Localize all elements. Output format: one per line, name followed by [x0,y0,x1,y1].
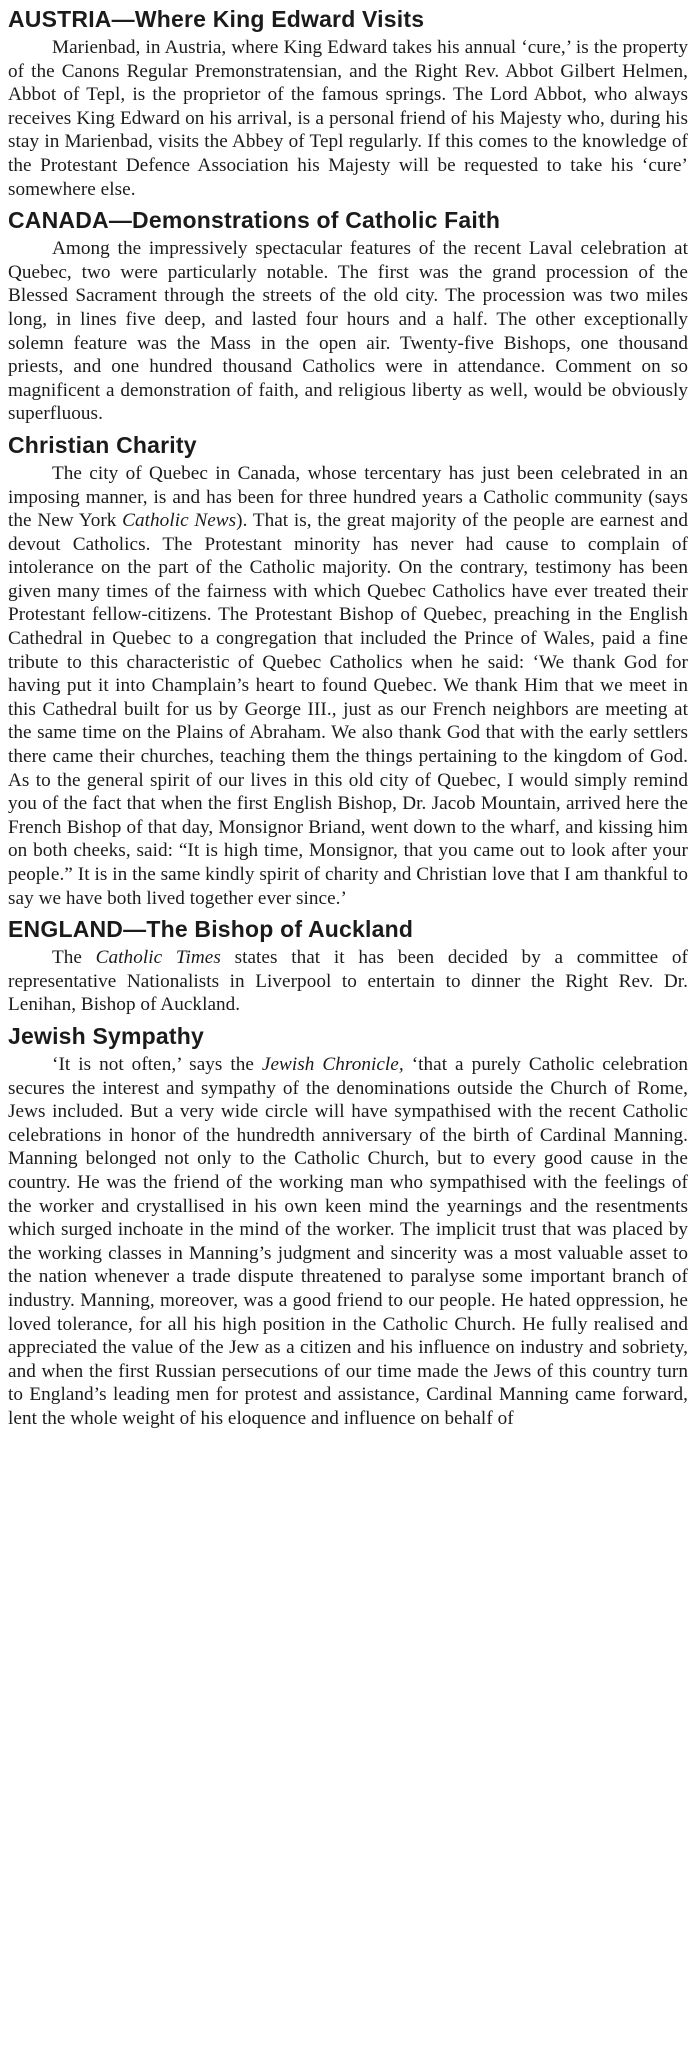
article-heading-christian-charity: Christian Charity [8,431,197,458]
body-text: states that it has been decided by a committee of representative Nationalists in Liverpool to entertain to dinner the Right Rev. Dr. Lenihan, Bishop of Auckland. [8,947,688,1016]
body-text: ‘It is not often,’ says the [52,1053,262,1075]
body-text: ). That is, the great majority of the people are earnest and devout Catholics. The Protestant minority has never had cause to complain of intolerance on the part of the Catholic majority. On the contrary, testimony has been given many times of the fairness with which Quebec Catholics have ever treated their Protestant fellow-citizens. The Protestant Bishop of Quebec, preaching in the English Cathedral in Quebec to a congregation that included the Prince of Wales, paid a fine tribute to this characteristic of Quebec Catholics when he said: ‘We thank God for having put it into Champlain’s heart to found Quebec. We thank Him that we meet in this Cathedral built for us by George III., just as our French neighbors are meeting at the same time on the Plains of Abraham. We also thank God that with the early settlers there came their churches, teaching them the things pertaining to the kingdom of God. As to the general spirit of our lives in this old city of Quebec, I would simply remind you of the fact that when the first English Bishop, Dr. Jacob Mountain, arrived here the French Bishop of that day, Monsignor Briand, went down to the wharf, and kissing him on both cheeks, said: “It is high time, Monsignor, that you came out to look after your people.” It is in the same kindly spirit of charity and Christian love that I am thankful to say we have both lived together ever since.’ [8,510,689,909]
body-text: ‘that a purely Catholic celebration secures the interest and sympathy of the denominations outside the Church of Rome, Jews included. But a very wide circle will have sympathised with the recent Catholic celebrations in honor of the hundredth anniversary of the birth of Cardinal Manning. Manning belonged not only to the Catholic Church, but to every good cause in the country. He was the friend of the working man who sympathised with the feelings of the worker and crystallised in his own keen mind the yearnings and the resentments which surged inchoate in the mind of the worker. The implicit trust that was placed by the working classes in Manning’s judgment and sincerity was a most valuable asset to the nation whenever a trade dispute threatened to paralyse some important branch of industry. Manning, moreover, was a good friend to our people. He hated oppression, he loved tolerance, for all his high position in the Catholic Church. He fully realised and appreciated the value of the Jew as a citizen and his influence on industry and sobriety, and when the first Russian persecutions of our time made the Jews of this country turn to England’s leading men for protest and assistance, Cardinal Manning came forward, lent the whole weight of his eloquence and influence on behalf of [8,1053,688,1429]
article-body-austria: Marienbad, in Austria, where King Edward takes his annual ‘cure,’ is the property of the Canons Regular Premonstratensian, and the Right Rev. Abbot Gilbert Helmen, Abbot of Tepl, is the proprietor of the famous springs. The Lord Abbot, who always receives King Edward on his arrival, is a personal friend of his Majesty who, during his stay in Marienbad, visits the Abbey of Tepl regularly. If this comes to the knowledge of the Protestant Defence Association his Majesty will be requested to take his ‘cure’ somewhere else. [8,37,688,200]
article-heading-jewish-sympathy: Jewish Sympathy [8,1022,205,1049]
article-body-jewish-sympathy [8,1053,688,1431]
article-body-christian-charity [8,462,688,910]
publication-title: Catholic Times [95,947,221,969]
publication-title: Jewish Chronicle, [261,1053,404,1075]
publication-title: Catholic News [122,510,237,532]
article-body-canada: Among the impressively spectacular features of the recent Laval celebration at Quebec, two were particularly notable. The first was the grand procession of the Blessed Sacrament through the streets of the old city. The procession was two miles long, in lines five deep, and lasted four hours and a half. The other exceptionally solemn feature was the Mass in the open air. Twenty-five Bishops, one thousand priests, and one hundred thousand Catholics were in attendance. Comment on so magnificent a demonstration of faith, and religious liberty as well, would be obviously superfluous. [8,238,688,425]
article-heading-austria: AUSTRIA—Where King Edward Visits [8,6,425,32]
article-heading-england: ENGLAND—The Bishop of Auckland [8,916,414,943]
body-text: The [52,947,96,969]
body-text: The city of Quebec in Canada, whose tercentary has just been celebrated in an imposing manner, is and has been for three hundred years a Catholic community (says the New York [8,462,688,532]
article-body-england [8,946,688,1017]
article-heading-canada: CANADA—Demonstrations of Catholic Faith [8,207,501,234]
